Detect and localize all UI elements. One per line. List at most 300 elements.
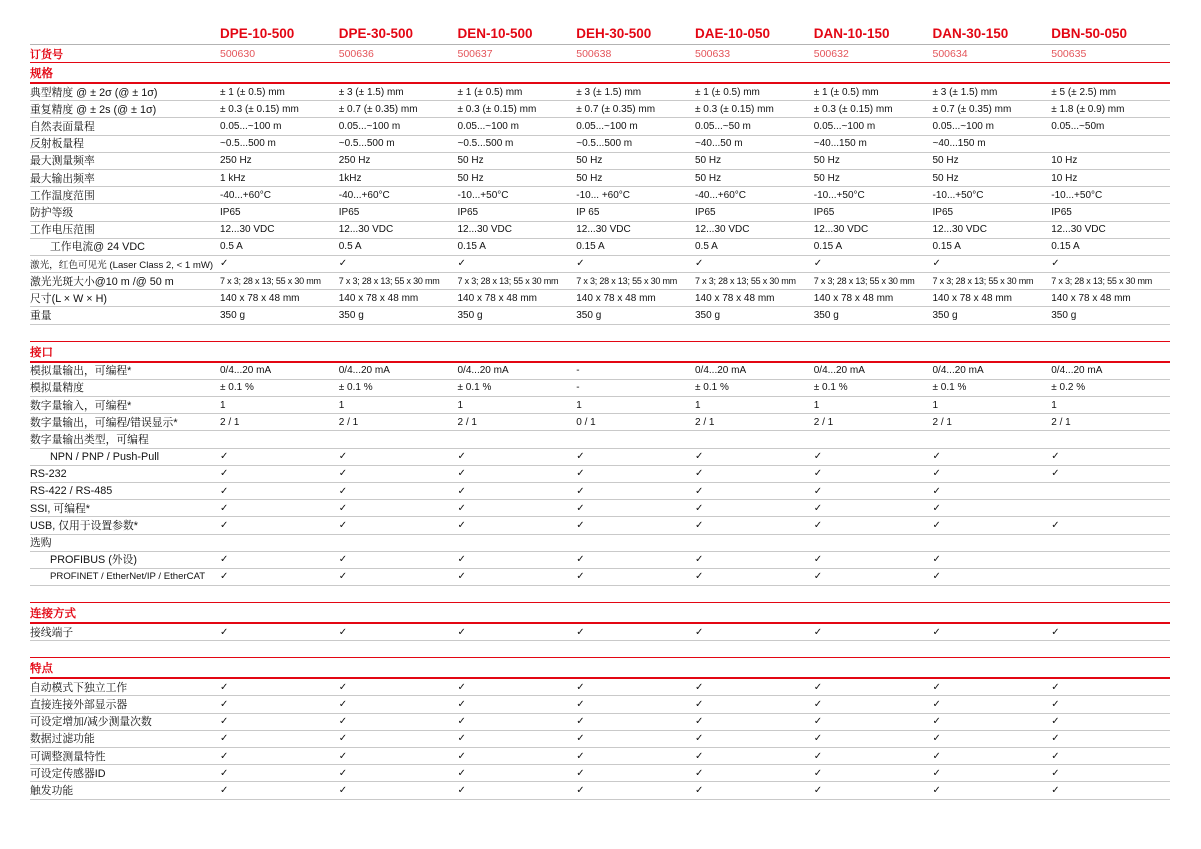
product-model: DPE-10-500 xyxy=(220,26,295,41)
check-icon: ✓ xyxy=(576,468,585,480)
row-label: 工作电压范围 xyxy=(30,224,95,237)
check-icon: ✓ xyxy=(338,733,348,745)
value-cell: 1 xyxy=(932,399,939,411)
section-title: 规格 xyxy=(30,63,1170,84)
row-label: 可调整测量特性 xyxy=(30,750,106,763)
table-row xyxy=(30,380,1170,397)
value-cell: 7 x 3; 28 x 13; 55 x 30 mm xyxy=(813,276,915,287)
check-icon: ✓ xyxy=(338,626,348,638)
value-cell: 7 x 3; 28 x 13; 55 x 30 mm xyxy=(220,276,321,287)
check-icon: ✓ xyxy=(1051,626,1060,638)
value-cell: IP 65 xyxy=(576,206,600,218)
table-row xyxy=(30,118,1170,135)
spec-sections xyxy=(30,63,1170,800)
check-icon: ✓ xyxy=(576,502,585,514)
row-subheader-label: 选购 xyxy=(30,537,52,550)
value-cell: 140 x 78 x 48 mm xyxy=(220,292,300,304)
model-header-row xyxy=(30,26,1170,45)
table-row xyxy=(30,714,1170,731)
row-label: 最大测量频率 xyxy=(30,155,95,168)
row-label: 模拟量输出，可编程* xyxy=(30,365,132,378)
product-model: DPE-30-500 xyxy=(338,26,414,41)
check-icon: ✓ xyxy=(695,699,704,711)
check-icon: ✓ xyxy=(813,784,823,796)
value-cell: ~0.5...500 m xyxy=(220,138,276,150)
value-cell: ± 0.3 (± 0.15) mm xyxy=(220,103,299,115)
value-cell: 12...30 VDC xyxy=(932,224,987,236)
value-cell: - xyxy=(576,365,580,377)
table-row xyxy=(30,679,1170,696)
value-cell: -10...+50°C xyxy=(1051,189,1103,201)
row-label: 直接连接外部显示器 xyxy=(30,699,128,712)
value-cell: 12...30 VDC xyxy=(1051,224,1106,236)
value-cell: 0/4...20 mA xyxy=(932,365,984,377)
value-cell: IP65 xyxy=(932,206,954,218)
check-icon: ✓ xyxy=(932,554,941,566)
value-cell: 0/4...20 mA xyxy=(813,365,865,377)
value-cell: 50 Hz xyxy=(813,172,840,184)
value-cell: ± 0.1 % xyxy=(695,382,729,394)
check-icon: ✓ xyxy=(932,716,941,728)
check-icon: ✓ xyxy=(1051,258,1060,270)
check-icon: ✓ xyxy=(932,451,941,463)
check-icon: ✓ xyxy=(338,554,348,566)
check-icon: ✓ xyxy=(457,502,466,514)
check-icon: ✓ xyxy=(932,784,941,796)
value-cell: -10... +60°C xyxy=(576,189,630,201)
check-icon: ✓ xyxy=(576,554,585,566)
check-icon: ✓ xyxy=(813,626,823,638)
row-label: 接线端子 xyxy=(30,626,74,639)
value-cell: 1 xyxy=(695,399,701,411)
value-cell: IP65 xyxy=(457,206,479,218)
value-cell: 0.15 A xyxy=(932,241,961,253)
value-cell: 0.05...~50m xyxy=(1051,120,1105,132)
check-icon: ✓ xyxy=(220,451,229,463)
row-label: PROFIBUS (外设) xyxy=(50,554,137,567)
check-icon: ✓ xyxy=(695,626,704,638)
value-cell: ± 1 (± 0.5) mm xyxy=(220,86,285,98)
check-icon: ✓ xyxy=(932,468,941,480)
value-cell: 1 kHz xyxy=(220,172,246,184)
row-label: 工作温度范围 xyxy=(30,189,95,202)
check-icon: ✓ xyxy=(576,681,585,693)
check-icon: ✓ xyxy=(813,258,823,270)
check-icon: ✓ xyxy=(932,571,941,583)
check-icon: ✓ xyxy=(1051,519,1060,531)
value-cell: 50 Hz xyxy=(813,155,840,167)
value-cell: 140 x 78 x 48 mm xyxy=(457,292,537,304)
row-label: RS-232 xyxy=(30,467,67,480)
check-icon: ✓ xyxy=(1051,681,1060,693)
check-icon: ✓ xyxy=(932,502,941,514)
value-cell: 7 x 3; 28 x 13; 55 x 30 mm xyxy=(457,276,559,287)
value-cell: ~40...150 m xyxy=(932,138,986,150)
row-label: 典型精度 @ ± 2σ (@ ± 1σ) xyxy=(30,86,158,99)
value-cell: ± 0.1 % xyxy=(338,382,373,394)
check-icon: ✓ xyxy=(576,733,585,745)
value-cell: 140 x 78 x 48 mm xyxy=(338,292,419,304)
table-row xyxy=(30,170,1170,187)
value-cell: 0/4...20 mA xyxy=(457,365,509,377)
product-model: DAN-30-150 xyxy=(932,26,1009,41)
table-row xyxy=(30,84,1170,101)
row-label: 激光，红色可见光 (Laser Class 2, < 1 mW) xyxy=(30,259,214,271)
check-icon: ✓ xyxy=(220,554,229,566)
value-cell: ± 0.3 (± 0.15) mm xyxy=(457,103,537,115)
check-icon: ✓ xyxy=(220,571,229,583)
check-icon: ✓ xyxy=(813,468,823,480)
check-icon: ✓ xyxy=(932,767,941,779)
check-icon: ✓ xyxy=(695,554,704,566)
value-cell: 350 g xyxy=(457,310,483,322)
value-cell: 350 g xyxy=(813,310,839,322)
check-icon: ✓ xyxy=(932,485,941,497)
value-cell: 50 Hz xyxy=(576,155,603,167)
table-row xyxy=(30,397,1170,414)
check-icon: ✓ xyxy=(932,258,941,270)
value-cell: 10 Hz xyxy=(1051,172,1078,184)
check-icon: ✓ xyxy=(932,681,941,693)
check-icon: ✓ xyxy=(813,699,823,711)
value-cell: 2 / 1 xyxy=(813,416,834,428)
check-icon: ✓ xyxy=(457,733,466,745)
value-cell: ± 0.7 (± 0.35) mm xyxy=(576,103,656,115)
table-row xyxy=(30,204,1170,221)
check-icon: ✓ xyxy=(695,750,704,762)
check-icon: ✓ xyxy=(338,784,348,796)
value-cell: 1 xyxy=(338,399,345,411)
table-row xyxy=(30,696,1170,713)
check-icon: ✓ xyxy=(1051,699,1060,711)
table-row xyxy=(30,731,1170,748)
value-cell: ± 0.3 (± 0.15) mm xyxy=(695,103,774,115)
check-icon: ✓ xyxy=(338,716,348,728)
check-icon: ✓ xyxy=(695,716,704,728)
value-cell: - xyxy=(576,382,580,394)
value-cell: 50 Hz xyxy=(576,172,603,184)
check-icon: ✓ xyxy=(1051,733,1060,745)
check-icon: ✓ xyxy=(932,626,941,638)
check-icon: ✓ xyxy=(457,716,466,728)
table-row xyxy=(30,466,1170,483)
value-cell: 0.15 A xyxy=(1051,241,1080,253)
value-cell: 7 x 3; 28 x 13; 55 x 30 mm xyxy=(932,276,1034,287)
check-icon: ✓ xyxy=(220,784,229,796)
value-cell: ± 0.1 % xyxy=(457,382,492,394)
check-icon: ✓ xyxy=(1051,784,1060,796)
check-icon: ✓ xyxy=(220,750,229,762)
check-icon: ✓ xyxy=(338,750,348,762)
order-number: 500634 xyxy=(932,47,968,60)
section xyxy=(30,602,1170,641)
order-number: 500632 xyxy=(813,47,849,60)
value-cell: 0.05...~50 m xyxy=(695,120,751,132)
check-icon: ✓ xyxy=(457,784,466,796)
check-icon: ✓ xyxy=(220,681,229,693)
check-icon: ✓ xyxy=(695,468,704,480)
value-cell: 0.15 A xyxy=(813,241,843,253)
value-cell: 12...30 VDC xyxy=(695,224,750,236)
check-icon: ✓ xyxy=(457,767,466,779)
check-icon: ✓ xyxy=(576,626,585,638)
row-label: 可设定传感器ID xyxy=(30,767,106,780)
table-row xyxy=(30,765,1170,782)
value-cell: 140 x 78 x 48 mm xyxy=(695,292,775,304)
table-row xyxy=(30,222,1170,239)
value-cell: ± 0.7 (± 0.35) mm xyxy=(932,103,1012,115)
value-cell: 0/4...20 mA xyxy=(1051,365,1103,377)
check-icon: ✓ xyxy=(576,767,585,779)
row-label: 触发功能 xyxy=(30,784,74,797)
check-icon: ✓ xyxy=(695,571,704,583)
check-icon: ✓ xyxy=(695,258,704,270)
value-cell: 12...30 VDC xyxy=(457,224,512,236)
row-label: 重复精度 @ ± 2s (@ ± 1σ) xyxy=(30,103,157,116)
value-cell: ± 3 (± 1.5) mm xyxy=(576,86,642,98)
check-icon: ✓ xyxy=(695,681,704,693)
order-number: 500636 xyxy=(338,47,374,60)
value-cell: -10...+50°C xyxy=(932,189,984,201)
check-icon: ✓ xyxy=(1051,451,1060,463)
check-icon: ✓ xyxy=(576,451,585,463)
check-icon: ✓ xyxy=(457,750,466,762)
order-number: 500638 xyxy=(576,47,612,60)
value-cell: -10...+50°C xyxy=(457,189,509,201)
value-cell: ± 5 (± 2.5) mm xyxy=(1051,86,1117,98)
table-row xyxy=(30,483,1170,500)
value-cell: 250 Hz xyxy=(338,155,371,167)
check-icon: ✓ xyxy=(813,519,823,531)
value-cell: 140 x 78 x 48 mm xyxy=(813,292,894,304)
value-cell: 1 xyxy=(813,399,820,411)
order-number: 500630 xyxy=(220,47,256,60)
check-icon: ✓ xyxy=(457,699,466,711)
product-model: DAE-10-050 xyxy=(695,26,771,41)
value-cell: 0.5 A xyxy=(338,241,362,253)
value-cell: ± 0.1 % xyxy=(813,382,848,394)
row-label: 自动模式下独立工作 xyxy=(30,681,128,694)
check-icon: ✓ xyxy=(1051,750,1060,762)
value-cell: 50 Hz xyxy=(695,155,722,167)
check-icon: ✓ xyxy=(1051,767,1060,779)
value-cell: ± 0.1 % xyxy=(220,382,254,394)
check-icon: ✓ xyxy=(220,733,229,745)
value-cell: ± 0.2 % xyxy=(1051,382,1086,394)
order-number: 500633 xyxy=(695,47,731,60)
value-cell: 12...30 VDC xyxy=(576,224,631,236)
value-cell: 7 x 3; 28 x 13; 55 x 30 mm xyxy=(1051,276,1153,287)
check-icon: ✓ xyxy=(220,502,229,514)
check-icon: ✓ xyxy=(695,519,704,531)
table-row xyxy=(30,414,1170,431)
section-title: 特点 xyxy=(30,658,1170,679)
table-row xyxy=(30,153,1170,170)
value-cell: 350 g xyxy=(338,310,364,322)
value-cell: ~0.5...500 m xyxy=(457,138,514,150)
value-cell: -40...+60°C xyxy=(220,189,271,201)
value-cell: ~40...150 m xyxy=(813,138,867,150)
value-cell: 7 x 3; 28 x 13; 55 x 30 mm xyxy=(338,276,440,287)
value-cell: 0.05...~100 m xyxy=(576,120,638,132)
check-icon: ✓ xyxy=(695,767,704,779)
check-icon: ✓ xyxy=(338,502,348,514)
check-icon: ✓ xyxy=(457,451,466,463)
value-cell: 7 x 3; 28 x 13; 55 x 30 mm xyxy=(695,276,796,287)
check-icon: ✓ xyxy=(576,519,585,531)
check-icon: ✓ xyxy=(220,626,229,638)
row-label: 数字量输入，可编程* xyxy=(30,399,132,412)
check-icon: ✓ xyxy=(338,468,348,480)
value-cell: 350 g xyxy=(220,310,246,322)
value-cell: 0/4...20 mA xyxy=(695,365,747,377)
check-icon: ✓ xyxy=(457,258,466,270)
value-cell: ± 1.8 (± 0.9) mm xyxy=(1051,103,1125,115)
value-cell: 350 g xyxy=(932,310,958,322)
table-row xyxy=(30,239,1170,256)
value-cell: ~0.5...500 m xyxy=(338,138,395,150)
product-model: DAN-10-150 xyxy=(813,26,890,41)
check-icon: ✓ xyxy=(695,784,704,796)
order-number-row xyxy=(30,45,1170,63)
row-label: 反射板量程 xyxy=(30,138,84,151)
value-cell: 1kHz xyxy=(338,172,362,184)
value-cell: ± 0.7 (± 0.35) mm xyxy=(338,103,418,115)
value-cell: 12...30 VDC xyxy=(338,224,394,236)
value-cell: 0.15 A xyxy=(576,241,605,253)
table-row xyxy=(30,569,1170,586)
value-cell: 12...30 VDC xyxy=(813,224,869,236)
check-icon: ✓ xyxy=(457,468,466,480)
value-cell: 0/4...20 mA xyxy=(220,365,272,377)
check-icon: ✓ xyxy=(220,485,229,497)
table-row xyxy=(30,782,1170,799)
row-subheader-label: 数字量输出类型，可编程 xyxy=(30,433,149,446)
check-icon: ✓ xyxy=(457,571,466,583)
check-icon: ✓ xyxy=(932,733,941,745)
check-icon: ✓ xyxy=(457,681,466,693)
check-icon: ✓ xyxy=(813,681,823,693)
check-icon: ✓ xyxy=(695,502,704,514)
value-cell: 350 g xyxy=(576,310,602,322)
check-icon: ✓ xyxy=(1051,716,1060,728)
check-icon: ✓ xyxy=(932,750,941,762)
value-cell: ± 1 (± 0.5) mm xyxy=(457,86,523,98)
table-row xyxy=(30,431,1170,448)
check-icon: ✓ xyxy=(813,502,823,514)
table-row xyxy=(30,517,1170,534)
check-icon: ✓ xyxy=(457,519,466,531)
table-row xyxy=(30,449,1170,466)
check-icon: ✓ xyxy=(813,554,823,566)
table-row xyxy=(30,101,1170,118)
value-cell: 350 g xyxy=(695,310,721,322)
value-cell: 0.05...~100 m xyxy=(813,120,876,132)
table-row xyxy=(30,535,1170,552)
row-label: 防护等级 xyxy=(30,206,74,219)
row-label: PROFINET / EtherNet/IP / EtherCAT xyxy=(50,571,206,583)
value-cell: ± 1 (± 0.5) mm xyxy=(695,86,760,98)
check-icon: ✓ xyxy=(576,784,585,796)
row-label: 自然表面量程 xyxy=(30,120,95,133)
row-label: 数据过滤功能 xyxy=(30,733,95,746)
row-label: 数字量输出，可编程/错误显示* xyxy=(30,416,178,429)
value-cell: 0.05...~100 m xyxy=(932,120,994,132)
value-cell: 0 / 1 xyxy=(576,416,596,428)
value-cell: 50 Hz xyxy=(457,172,484,184)
row-label: 尺寸(L × W × H) xyxy=(30,292,107,305)
check-icon: ✓ xyxy=(576,750,585,762)
row-label: 重量 xyxy=(30,310,52,323)
row-label: SSI, 可编程* xyxy=(30,502,90,515)
value-cell: 2 / 1 xyxy=(695,416,715,428)
check-icon: ✓ xyxy=(813,716,823,728)
check-icon: ✓ xyxy=(338,699,348,711)
check-icon: ✓ xyxy=(338,571,348,583)
product-model: DBN-50-050 xyxy=(1051,26,1128,41)
value-cell: 1 xyxy=(576,399,582,411)
check-icon: ✓ xyxy=(220,468,229,480)
check-icon: ✓ xyxy=(932,519,941,531)
value-cell: 140 x 78 x 48 mm xyxy=(1051,292,1131,304)
value-cell: 140 x 78 x 48 mm xyxy=(576,292,656,304)
value-cell: 350 g xyxy=(1051,310,1077,322)
check-icon: ✓ xyxy=(813,451,823,463)
value-cell: 0.05...~100 m xyxy=(457,120,519,132)
value-cell: ± 3 (± 1.5) mm xyxy=(932,86,998,98)
row-label: 激光光斑大小@10 m /@ 50 m xyxy=(30,275,174,288)
value-cell: 50 Hz xyxy=(932,155,959,167)
check-icon: ✓ xyxy=(220,258,229,270)
value-cell: 12...30 VDC xyxy=(220,224,275,236)
value-cell: ± 3 (± 1.5) mm xyxy=(338,86,404,98)
value-cell: ~0.5...500 m xyxy=(576,138,633,150)
value-cell: 0.05...~100 m xyxy=(338,120,401,132)
value-cell: 0/4...20 mA xyxy=(338,365,390,377)
order-number: 500635 xyxy=(1051,47,1087,60)
row-label: 模拟量精度 xyxy=(30,382,84,395)
value-cell: ± 0.3 (± 0.15) mm xyxy=(813,103,893,115)
value-cell: 1 xyxy=(220,399,226,411)
value-cell: 2 / 1 xyxy=(457,416,477,428)
table-row xyxy=(30,290,1170,307)
value-cell: ± 0.1 % xyxy=(932,382,967,394)
value-cell: 2 / 1 xyxy=(1051,416,1071,428)
check-icon: ✓ xyxy=(813,733,823,745)
check-icon: ✓ xyxy=(220,519,229,531)
section xyxy=(30,63,1170,325)
value-cell: 2 / 1 xyxy=(932,416,952,428)
value-cell: -40...+60°C xyxy=(338,189,390,201)
row-label: USB, 仅用于设置参数* xyxy=(30,519,138,532)
product-model: DEH-30-500 xyxy=(576,26,652,41)
check-icon: ✓ xyxy=(457,554,466,566)
value-cell: 0.15 A xyxy=(457,241,486,253)
table-row xyxy=(30,748,1170,765)
check-icon: ✓ xyxy=(220,767,229,779)
check-icon: ✓ xyxy=(338,258,348,270)
product-model: DEN-10-500 xyxy=(457,26,533,41)
table-row xyxy=(30,552,1170,569)
check-icon: ✓ xyxy=(932,699,941,711)
check-icon: ✓ xyxy=(813,767,823,779)
value-cell: -10...+50°C xyxy=(813,189,865,201)
value-cell: 0.05...~100 m xyxy=(220,120,282,132)
section-title: 接口 xyxy=(30,342,1170,363)
value-cell: 7 x 3; 28 x 13; 55 x 30 mm xyxy=(576,276,678,287)
table-row xyxy=(30,273,1170,290)
value-cell: 1 xyxy=(457,399,464,411)
